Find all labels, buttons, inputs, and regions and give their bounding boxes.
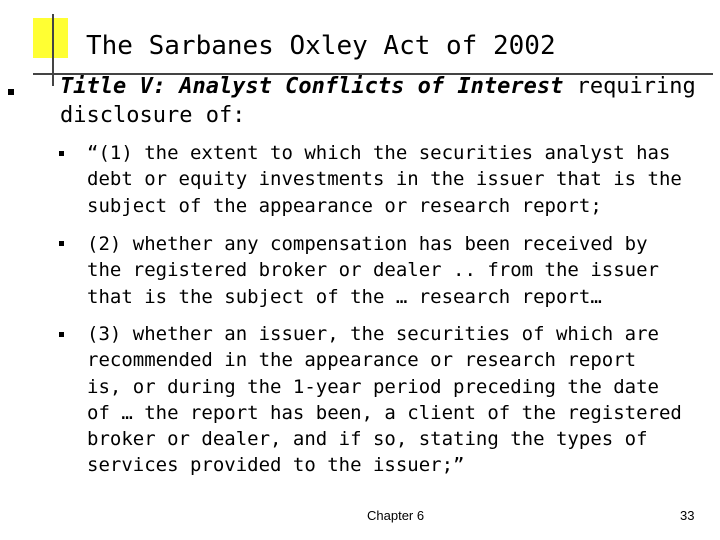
main-point-emphasis: Title V: Analyst Conflicts of Interest [60,74,564,99]
main-point [60,72,710,130]
sub-point-2-line: the registered broker or dealer .. from the issuer [87,259,659,282]
sub-point-3-line: is, or during the 1-year period preceding the date [87,375,659,398]
sub-point-1-line: subject of the appearance or research report; [87,194,602,217]
main-bullet-icon [8,89,14,95]
sub-bullet-2-icon [59,241,64,246]
main-point-text-2: disclosure of: [60,103,246,128]
title-accent-square [33,18,68,58]
title-vertical-rule [52,14,54,86]
sub-point-1 [87,140,707,219]
main-point-text-1: requiring [563,74,696,99]
sub-bullet-1-icon [59,151,64,156]
footer-page-number: 33 [680,508,695,523]
sub-point-1-line: “(1) the extent to which the securities analyst has [87,142,671,164]
sub-bullet-3-icon [59,332,64,337]
sub-point-3-line: of … the report has been, a client of the registered [87,401,682,424]
sub-point-2-line: (2) whether any compensation has been received by [87,233,648,255]
sub-point-3-line: services provided to the issuer;” [87,454,465,477]
footer-chapter: Chapter 6 [367,508,425,523]
sub-point-3-line: recommended in the appearance or research report [87,349,637,372]
sub-point-3 [87,321,707,479]
sub-point-1-line: debt or equity investments in the issuer that is the [87,168,682,191]
sub-point-2-line: that is the subject of the … research report… [87,285,602,308]
sub-point-3-line: broker or dealer, and if so, stating the types of [87,428,648,451]
sub-point-3-line: (3) whether an issuer, the securities of which are [87,323,659,345]
sub-point-2 [87,231,707,310]
slide-title: The Sarbanes Oxley Act of 2002 [86,31,556,61]
